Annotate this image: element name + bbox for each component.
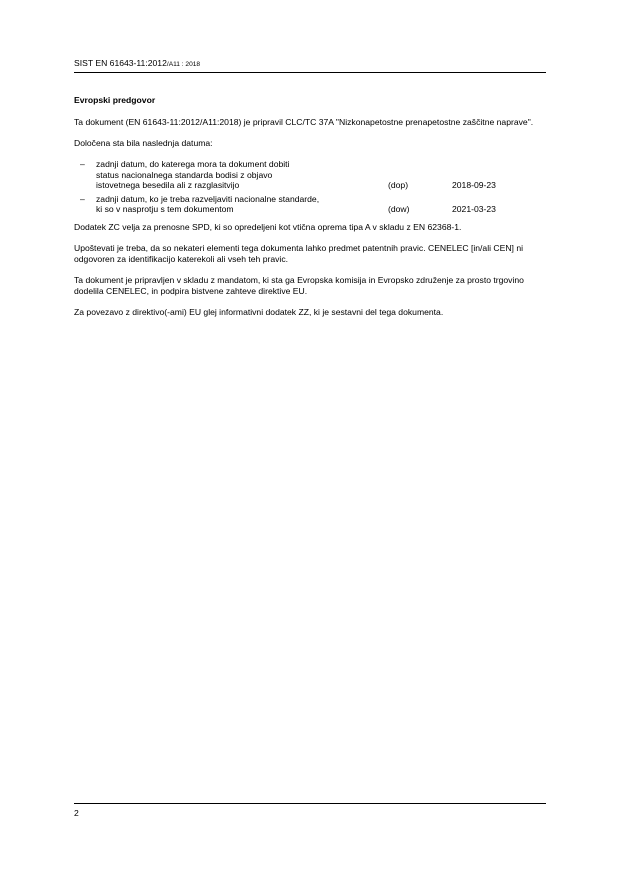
- paragraph-directive: Za povezavo z direktivo(-ami) EU glej informativni dodatek ZZ, ki je sestavni del tega dokumenta.: [74, 306, 444, 317]
- date-description: [96, 194, 388, 215]
- list-dash: –: [80, 158, 85, 169]
- date-code: (dow): [388, 204, 410, 215]
- date-description-line: istovetnega besedila ali z razglasitvijo: [96, 180, 240, 191]
- date-code: (dop): [388, 180, 409, 191]
- date-row-dow: [74, 194, 552, 215]
- date-description-line: ki so v nasprotju s tem dokumentom: [96, 204, 234, 215]
- date-description: [96, 159, 388, 191]
- dates-list: [74, 159, 552, 215]
- paragraph-dates-intro: Določena sta bila naslednja datuma:: [74, 137, 213, 148]
- paragraph-patents: Upoštevati je treba, da so nekateri elementi tega dokumenta lahko predmet patentnih pravic. CENELEC [in/ali CEN] ni odgovoren za identifikacijo katerekoli ali vseh teh pravic.: [74, 243, 524, 264]
- standard-amendment: /A11 : 2018: [166, 61, 201, 68]
- date-value: 2018-09-23: [452, 180, 496, 191]
- date-description-line: status nacionalnega standarda bodisi z objavo: [96, 169, 273, 180]
- date-description-line: zadnji datum, do katerega mora ta dokument dobiti: [96, 158, 290, 169]
- paragraph-mandate: Ta dokument je pripravljen v skladu z mandatom, ki sta ga Evropska komisija in Evropsko združenje za prosto trgovino dodelila CENELEC, in podpira bistvene zahteve direktive EU.: [74, 274, 524, 296]
- paragraph-annex-zc: Dodatek ZC velja za prenosne SPD, ki so opredeljeni kot vtična oprema tipa A v skladu z EN 62368-1.: [74, 221, 462, 232]
- paragraph-intro: Ta dokument (EN 61643-11:2012/A11:2018) je pripravil CLC/TC 37A "Nizkonapetostne prenapetostne zaščitne naprave".: [74, 116, 534, 127]
- page-number: 2: [74, 808, 79, 818]
- page-header: [74, 58, 546, 70]
- standard-designation: SIST EN 61643-11:2012: [74, 58, 167, 68]
- date-description-line: zadnji datum, ko je treba razveljaviti nacionalne standarde,: [96, 193, 320, 204]
- date-value: 2021-03-23: [452, 204, 496, 215]
- date-row-dop: [74, 159, 552, 191]
- list-dash: –: [80, 193, 85, 204]
- section-heading: Evropski predgovor: [74, 95, 156, 105]
- header-rule: [74, 72, 546, 73]
- footer-rule: [74, 803, 546, 804]
- page-content: [74, 95, 552, 328]
